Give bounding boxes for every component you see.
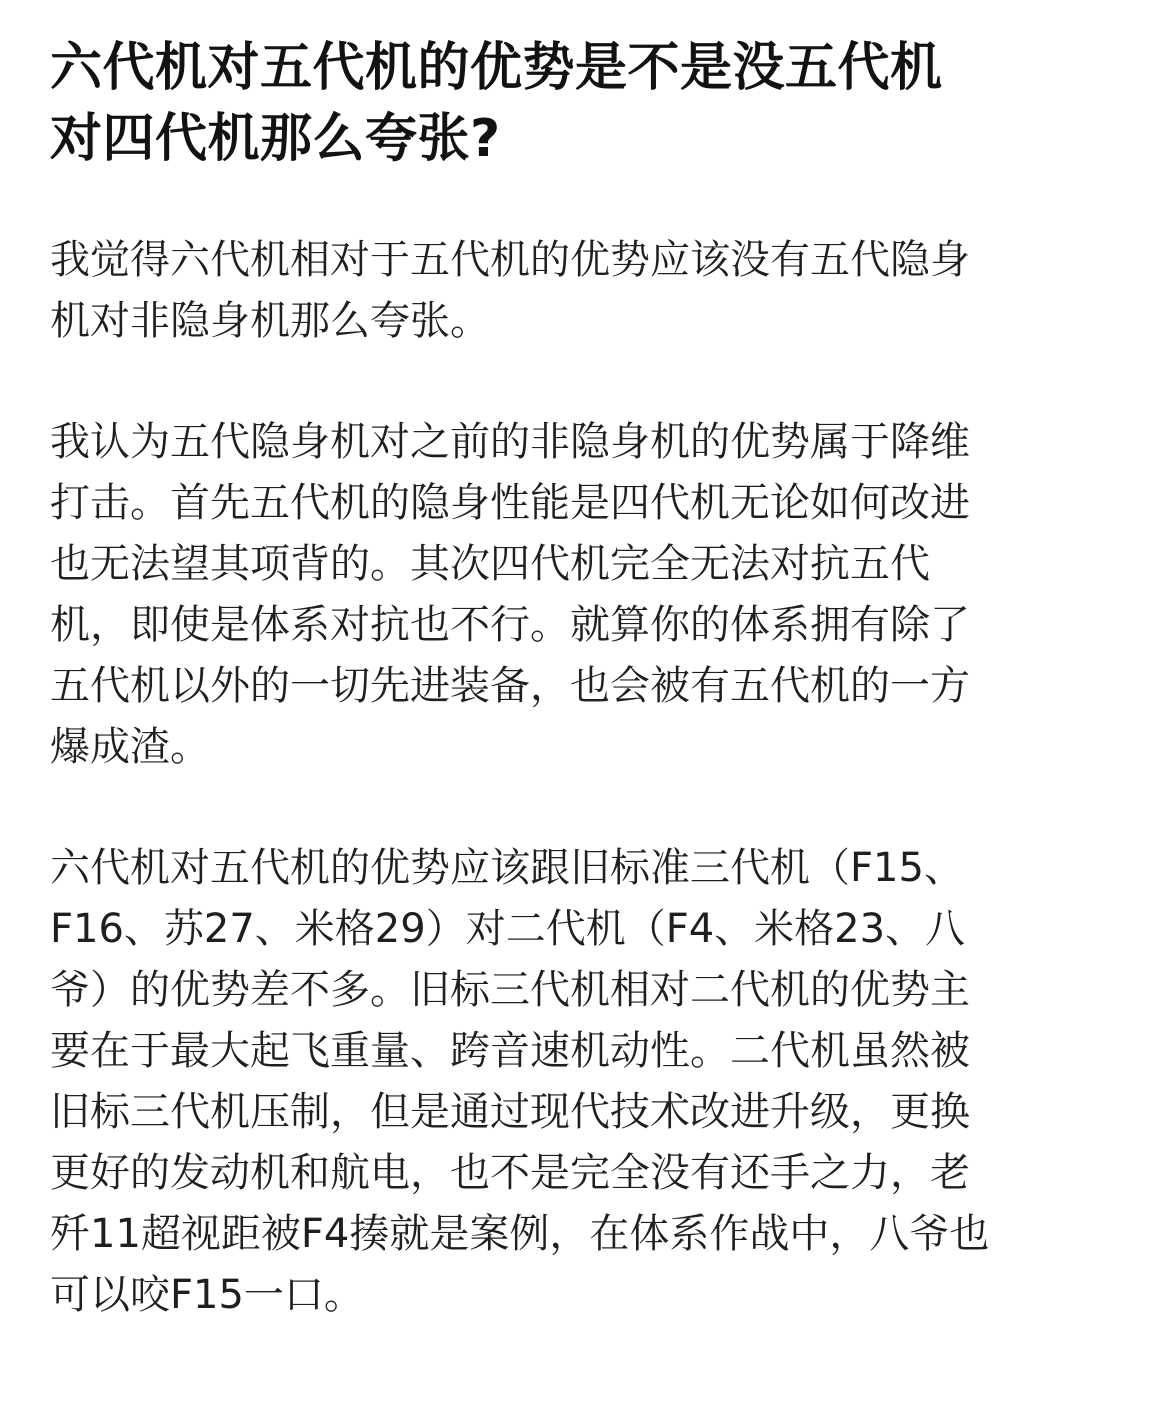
- text-line: 六代机对五代机的优势应该跟旧标准三代机（F15、: [50, 845, 964, 891]
- text-line: 也无法望其项背的。其次四代机完全无法对抗五代: [50, 541, 930, 587]
- answer-body: [50, 230, 1110, 1326]
- text-line: 机，即使是体系对抗也不行。就算你的体系拥有除了: [50, 602, 970, 648]
- text-line: 爆成渣。: [50, 724, 210, 770]
- text-line: 五代机以外的一切先进装备，也会被有五代机的一方: [50, 663, 970, 709]
- text-line: 爷）的优势差不多。旧标三代机相对二代机的优势主: [50, 967, 970, 1013]
- text-line: 要在于最大起飞重量、跨音速机动性。二代机虽然被: [50, 1028, 970, 1074]
- text-line: 机对非隐身机那么夸张。: [50, 298, 490, 344]
- title-line: 六代机对五代机的优势是不是没五代机: [50, 38, 943, 98]
- text-line: 歼11超视距被F4揍就是案例，在体系作战中，八爷也: [50, 1211, 990, 1257]
- text-line: F16、苏27、米格29）对二代机（F4、米格23、八: [50, 906, 966, 952]
- text-line: 我认为五代隐身机对之前的非隐身机的优势属于降维: [50, 419, 970, 465]
- text-line: 旧标三代机压制，但是通过现代技术改进升级，更换: [50, 1089, 970, 1135]
- answer-paragraph: [50, 412, 1110, 778]
- text-line: 可以咬F15一口。: [50, 1272, 364, 1318]
- post-container: [50, 0, 1110, 1326]
- question-title: [50, 0, 1110, 175]
- answer-paragraph: [50, 838, 1110, 1326]
- text-line: 打击。首先五代机的隐身性能是四代机无论如何改进: [50, 480, 970, 526]
- answer-paragraph: [50, 230, 1110, 352]
- text-line: 更好的发动机和航电，也不是完全没有还手之力，老: [50, 1150, 970, 1196]
- title-line: 对四代机那么夸张?: [50, 109, 501, 169]
- text-line: 我觉得六代机相对于五代机的优势应该没有五代隐身: [50, 237, 970, 283]
